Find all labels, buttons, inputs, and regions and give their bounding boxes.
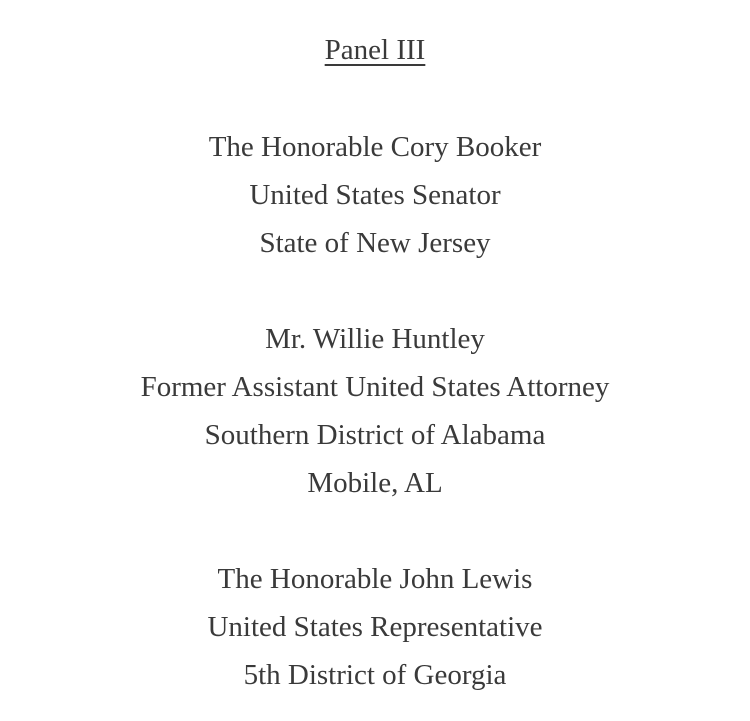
witness-affiliation: State of New Jersey: [259, 227, 491, 259]
witness-block-huntley: [0, 315, 750, 507]
witness-block-lewis: [0, 555, 750, 699]
witness-title: United States Senator: [249, 179, 501, 211]
witness-name: The Honorable John Lewis: [217, 563, 533, 595]
witness-location: Mobile, AL: [307, 467, 443, 499]
witness-title: Former Assistant United States Attorney: [140, 371, 610, 403]
panel-title: Panel III: [324, 34, 426, 66]
witness-block-booker: [0, 123, 750, 267]
witness-name: The Honorable Cory Booker: [208, 131, 542, 163]
witness-affiliation: 5th District of Georgia: [243, 659, 507, 691]
witness-title: United States Representative: [207, 611, 543, 643]
witness-affiliation: Southern District of Alabama: [204, 419, 546, 451]
witness-name: Mr. Willie Huntley: [265, 323, 485, 355]
